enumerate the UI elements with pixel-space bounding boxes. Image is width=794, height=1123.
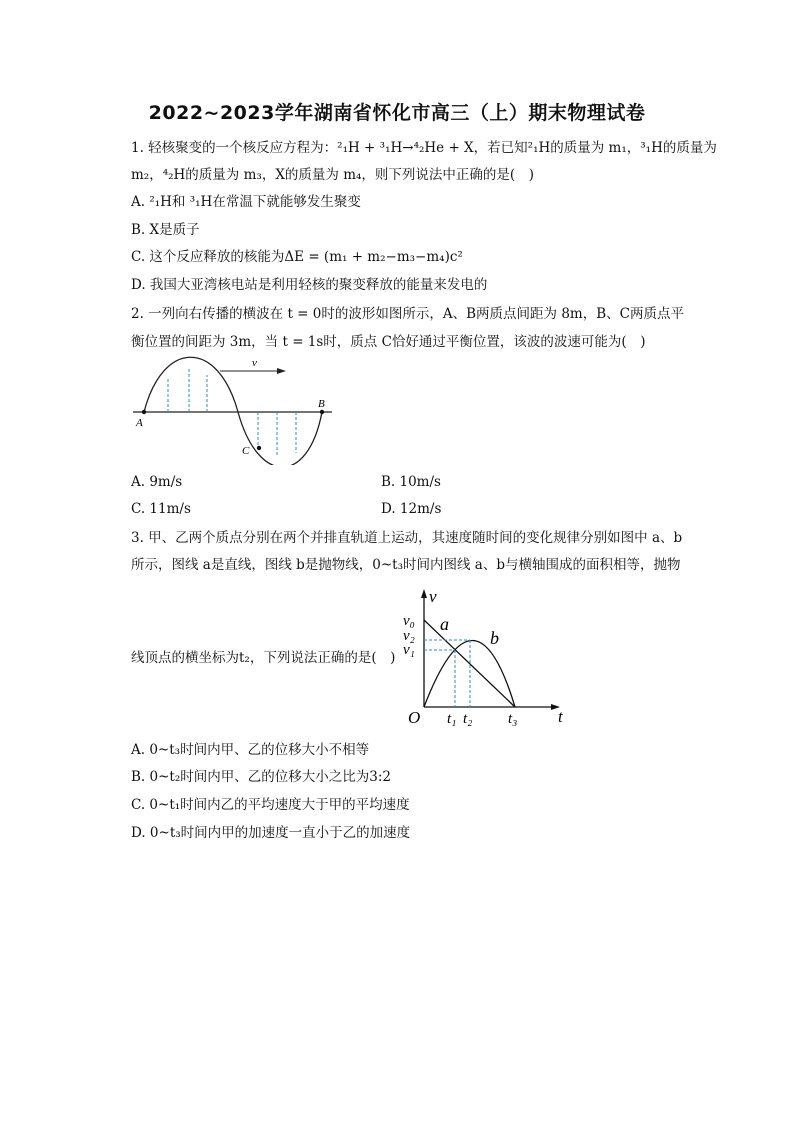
q2-stem-line1: 2. 一列向右传播的横波在 t = 0时的波形如图所示，A、B两质点间距为 8m，B、C两质点平: [131, 306, 684, 322]
q3-vt-graph: [398, 580, 578, 732]
label-a-line: a: [440, 614, 449, 634]
label-c: C: [242, 445, 250, 457]
label-t-axis: t: [558, 707, 563, 726]
label-v: v: [252, 357, 257, 369]
q1-option-a: A. ²₁H和 ³₁H在常温下就能够发生聚变: [131, 194, 361, 210]
label-origin: O: [408, 708, 421, 727]
q2-stem-line2: 衡位置的间距为 3m，当 t = 1s时，质点 C恰好通过平衡位置，该波的波速可能为( ): [131, 334, 646, 350]
q3-stem-line1: 3. 甲、乙两个质点分别在两个并排直轨道上运动，其速度随时间的变化规律分别如图中 a、b: [131, 530, 683, 546]
point-c: [257, 446, 261, 450]
label-t1: t₁: [447, 711, 457, 727]
point-a: [142, 410, 146, 414]
graph-a-line: [424, 620, 515, 707]
q3-option-b: B. 0~t₂时间内甲、乙的位移大小之比为3:2: [131, 769, 391, 785]
q1-stem-line1: 1. 轻核聚变的一个核反应方程为：²₁H + ³₁H→⁴₂He + X，若已知²₁H的质量为 m₁，³₁H的质量为: [131, 140, 717, 156]
q1-option-d: D. 我国大亚湾核电站是利用轻核的聚变释放的能量来发电的: [131, 277, 488, 293]
label-a: A: [136, 417, 143, 429]
label-v2: v₂: [403, 628, 415, 644]
q2-option-b: B. 10m/s: [381, 474, 441, 490]
point-b: [320, 410, 324, 414]
q1-option-b: B. X是质子: [131, 222, 200, 238]
wave-curve: [144, 357, 322, 465]
q3-option-d: D. 0~t₃时间内甲的加速度一直小于乙的加速度: [131, 825, 411, 841]
label-b-curve: b: [490, 628, 499, 648]
q3-stem-line2: 所示，图线 a是直线，图线 b是抛物线，0~t₃时间内图线 a、b与横轴围成的面积相等，抛物: [131, 557, 681, 573]
label-t2: t₂: [463, 711, 473, 727]
q2-option-c: C. 11m/s: [131, 501, 191, 517]
q3-option-a: A. 0~t₃时间内甲、乙的位移大小不相等: [131, 742, 370, 758]
q2-option-d: D. 12m/s: [381, 501, 442, 517]
velocity-arrowhead: [277, 368, 286, 374]
q2-option-a: A. 9m/s: [131, 474, 183, 490]
q3-option-c: C. 0~t₁时间内乙的平均速度大于甲的平均速度: [131, 797, 410, 813]
v-axis-arrowhead: [421, 589, 427, 598]
label-v1: v₁: [403, 642, 415, 658]
label-v-axis: v: [429, 587, 437, 606]
exam-title: 2022~2023学年湖南省怀化市高三（上）期末物理试卷: [148, 102, 646, 124]
q1-stem-line2: m₂，⁴₂H的质量为 m₃，X的质量为 m₄，则下列说法中正确的是( ): [131, 167, 534, 183]
q1-option-c: C. 这个反应释放的核能为ΔE = (m₁ + m₂−m₃−m₄)c²: [131, 249, 463, 265]
label-v0: v₀: [403, 613, 415, 629]
label-t3: t₃: [508, 711, 518, 727]
label-b: B: [318, 398, 325, 410]
q2-wave-figure: [128, 353, 338, 465]
q3-stem-line3: 线顶点的横坐标为t₂，下列说法正确的是( ): [131, 650, 396, 666]
